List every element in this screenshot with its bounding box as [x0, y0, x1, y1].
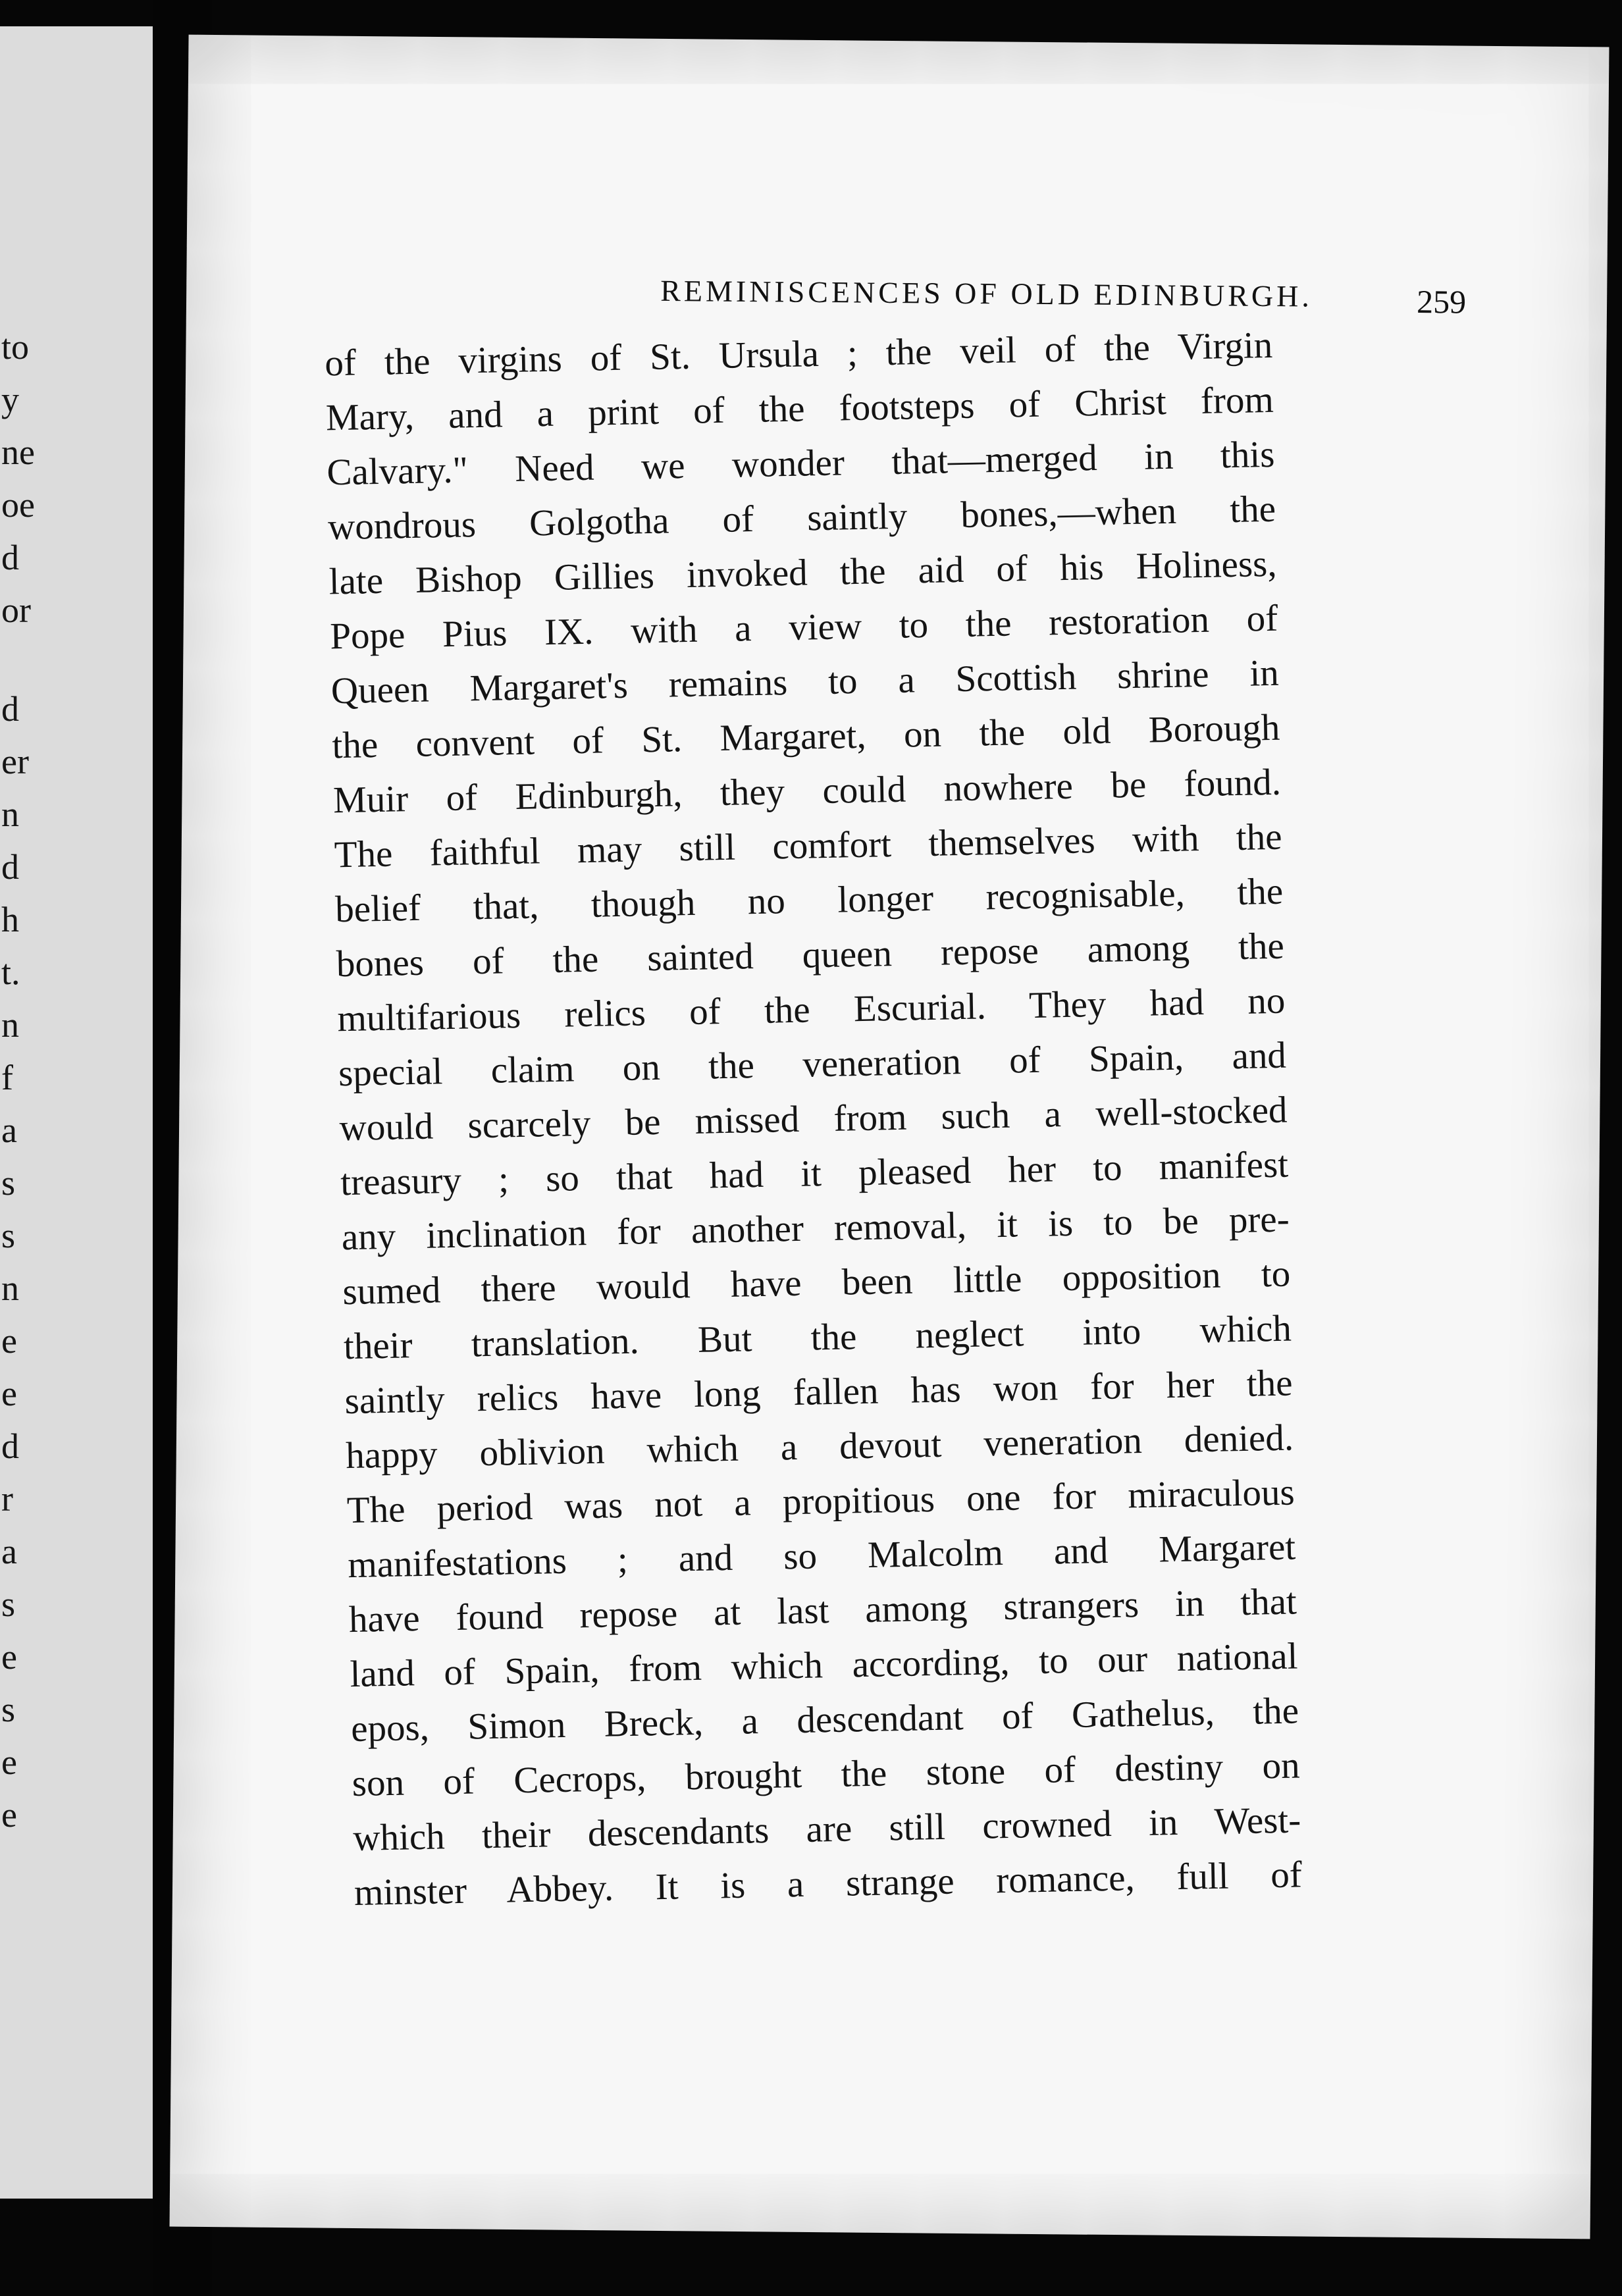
text-line: have found repose at last among strangers in that — [348, 1580, 1297, 1641]
text-line: late Bishop Gillies invoked the aid of his Holiness, — [328, 542, 1278, 603]
text-line: son of Cecrops, brought the stone of destiny on — [352, 1744, 1301, 1805]
facing-page-fragment: d — [1, 538, 19, 577]
text-line: saintly relics have long fallen has won for her the — [344, 1362, 1293, 1422]
text-line: minster Abbey. It is a strange romance, full of — [353, 1854, 1303, 1914]
facing-page-fragment: d — [1, 847, 19, 887]
facing-page-fragment: e — [1, 1321, 17, 1361]
page-number: 259 — [1416, 282, 1467, 321]
facing-page-fragment: s — [1, 1584, 16, 1624]
body-text — [325, 318, 1303, 1920]
facing-page-fragment: e — [1, 1637, 17, 1677]
facing-page-fragment: er — [1, 742, 29, 781]
facing-page-fragment: n — [1, 1268, 19, 1308]
text-line: Queen Margaret's remains to a Scottish shrine in — [330, 652, 1280, 712]
facing-page-fragment: h — [1, 900, 19, 939]
facing-page-fragment: s — [1, 1216, 16, 1255]
text-line: would scarcely be missed from such a well-stocked — [339, 1089, 1288, 1149]
text-line: treasury ; so that had it pleased her to manifest — [340, 1143, 1289, 1204]
text-line: Pope Pius IX. with a view to the restoration of — [329, 597, 1278, 658]
facing-page-fragment: n — [1, 795, 19, 834]
running-title: REMINISCENCES OF OLD EDINBURGH. — [660, 273, 1313, 313]
running-head — [476, 265, 1467, 326]
text-line: The faithful may still comfort themselves with the — [334, 816, 1283, 876]
facing-page-fragment: ne — [1, 432, 35, 472]
text-line: Mary, and a print of the footsteps of Christ from — [325, 378, 1274, 439]
text-line: belief that, though no longer recognisable, the — [334, 870, 1284, 931]
facing-page-fragment: d — [1, 689, 19, 729]
text-line: any inclination for another removal, it is to be pre- — [341, 1198, 1290, 1259]
text-line: The period was not a propitious one for miraculous — [346, 1471, 1295, 1532]
text-line: sumed there would have been little opposition to — [342, 1253, 1291, 1313]
facing-page-fragment: s — [1, 1163, 16, 1203]
text-line: bones of the sainted queen repose among the — [336, 925, 1285, 985]
text-line: multifarious relics of the Escurial. They had no — [336, 979, 1286, 1040]
facing-page-fragment: oe — [1, 485, 35, 525]
text-line: their translation. But the neglect into which — [343, 1307, 1292, 1368]
text-line: of the virgins of St. Ursula ; the veil of the Virgin — [324, 324, 1273, 384]
text-line: epos, Simon Breck, a descendant of Gathelus, the — [350, 1690, 1299, 1750]
text-line: which their descendants are still crowned in West- — [352, 1799, 1301, 1860]
book-page — [170, 35, 1609, 2239]
facing-page-fragment: f — [1, 1058, 13, 1097]
facing-page-fragment: e — [1, 1742, 17, 1782]
facing-page-fragment: r — [1, 1479, 13, 1519]
facing-page-fragment: s — [1, 1690, 16, 1729]
text-line: happy oblivion which a devout veneration denied. — [345, 1417, 1294, 1477]
facing-page-fragment: a — [1, 1110, 17, 1150]
text-line: land of Spain, from which according, to our national — [350, 1635, 1298, 1696]
facing-page-fragment: to — [1, 327, 30, 367]
facing-page-fragment: e — [1, 1374, 17, 1413]
facing-page-fragment: or — [1, 590, 31, 630]
facing-page-fragment: d — [1, 1426, 19, 1466]
text-line: wondrous Golgotha of saintly bones,—when the — [327, 488, 1276, 548]
facing-page-fragment: y — [1, 380, 19, 419]
facing-page-fragment: a — [1, 1532, 17, 1571]
text-line: Muir of Edinburgh, they could nowhere be found. — [332, 761, 1282, 822]
text-line: special claim on the veneration of Spain, and — [338, 1034, 1287, 1095]
text-line: Calvary." Need we wonder that—merged in this — [326, 433, 1275, 494]
text-line: the convent of St. Margaret, on the old Borough — [331, 706, 1280, 767]
facing-page-fragment: n — [1, 1005, 19, 1045]
facing-page-fragment: e — [1, 1795, 17, 1835]
text-line: manifestations ; and so Malcolm and Margaret — [347, 1526, 1296, 1586]
facing-page-fragment: t. — [1, 952, 20, 992]
